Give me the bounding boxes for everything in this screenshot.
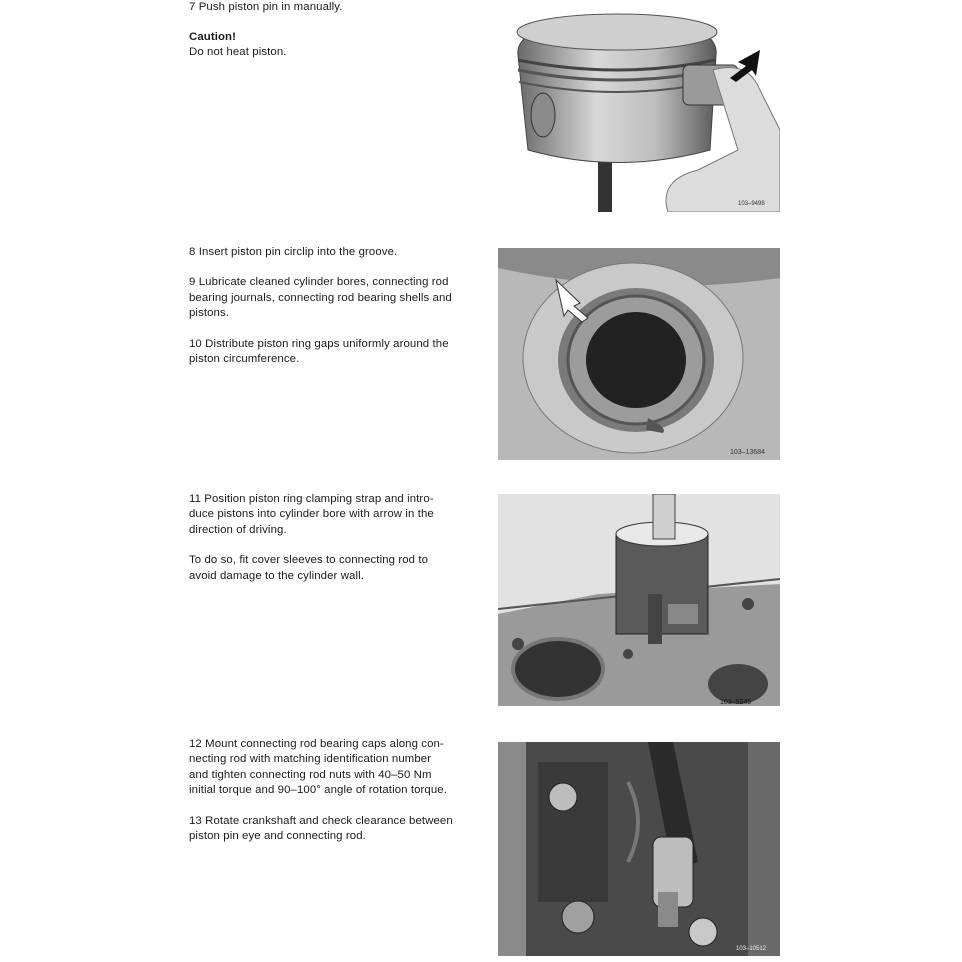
caution-title: Caution! <box>189 31 236 43</box>
photo-clamping-strap <box>498 494 780 706</box>
caution-block <box>189 30 479 61</box>
step-13-text: 13 Rotate crankshaft and check clearance between piston pin eye and connecting rod. <box>189 814 453 843</box>
clamping-strap-illustration <box>498 494 780 706</box>
steps-12-13-block <box>189 737 479 844</box>
steps-8-10-block <box>189 245 479 367</box>
step-7-block <box>189 0 479 15</box>
step-12-text: 12 Mount connecting rod bearing caps along con- necting rod with matching identification number and tighten connecting rod nuts with 40–50 Nm initial torque and 90–100° angle of rotation torque. <box>189 738 448 797</box>
caution-text: Do not heat piston. <box>189 46 287 59</box>
figure-number-2: 103–13684 <box>730 449 766 456</box>
bearing-caps-illustration <box>498 742 780 956</box>
step-7-text: 7 Push piston pin in manually. <box>189 1 343 13</box>
step-11-text: 11 Position piston ring clamping strap and intro- duce pistons into cylinder bore with arrow in the direction of driving. <box>189 493 434 536</box>
circlip-illustration <box>498 248 780 460</box>
step-11b-text: To do so, fit cover sleeves to connecting rod to avoid damage to the cylinder wall. <box>189 554 429 582</box>
figure-number-3: 103–9245 <box>720 699 752 706</box>
figure-number-1: 103–9498 <box>738 201 765 207</box>
step-11-block <box>189 492 479 584</box>
photo-circlip <box>498 248 780 460</box>
step-8-text: 8 Insert piston pin circlip into the groove. <box>189 246 398 258</box>
figure-number-4: 103–10512 <box>736 946 767 952</box>
step-9-text: 9 Lubricate cleaned cylinder bores, connecting rod bearing journals, connecting rod bearing shells and pistons. <box>189 276 452 320</box>
piston-illustration <box>498 0 780 212</box>
photo-piston-pin <box>498 0 780 212</box>
step-10-text: 10 Distribute piston ring gaps uniformly around the piston circumference. <box>189 337 449 366</box>
photo-bearing-caps <box>498 742 780 956</box>
